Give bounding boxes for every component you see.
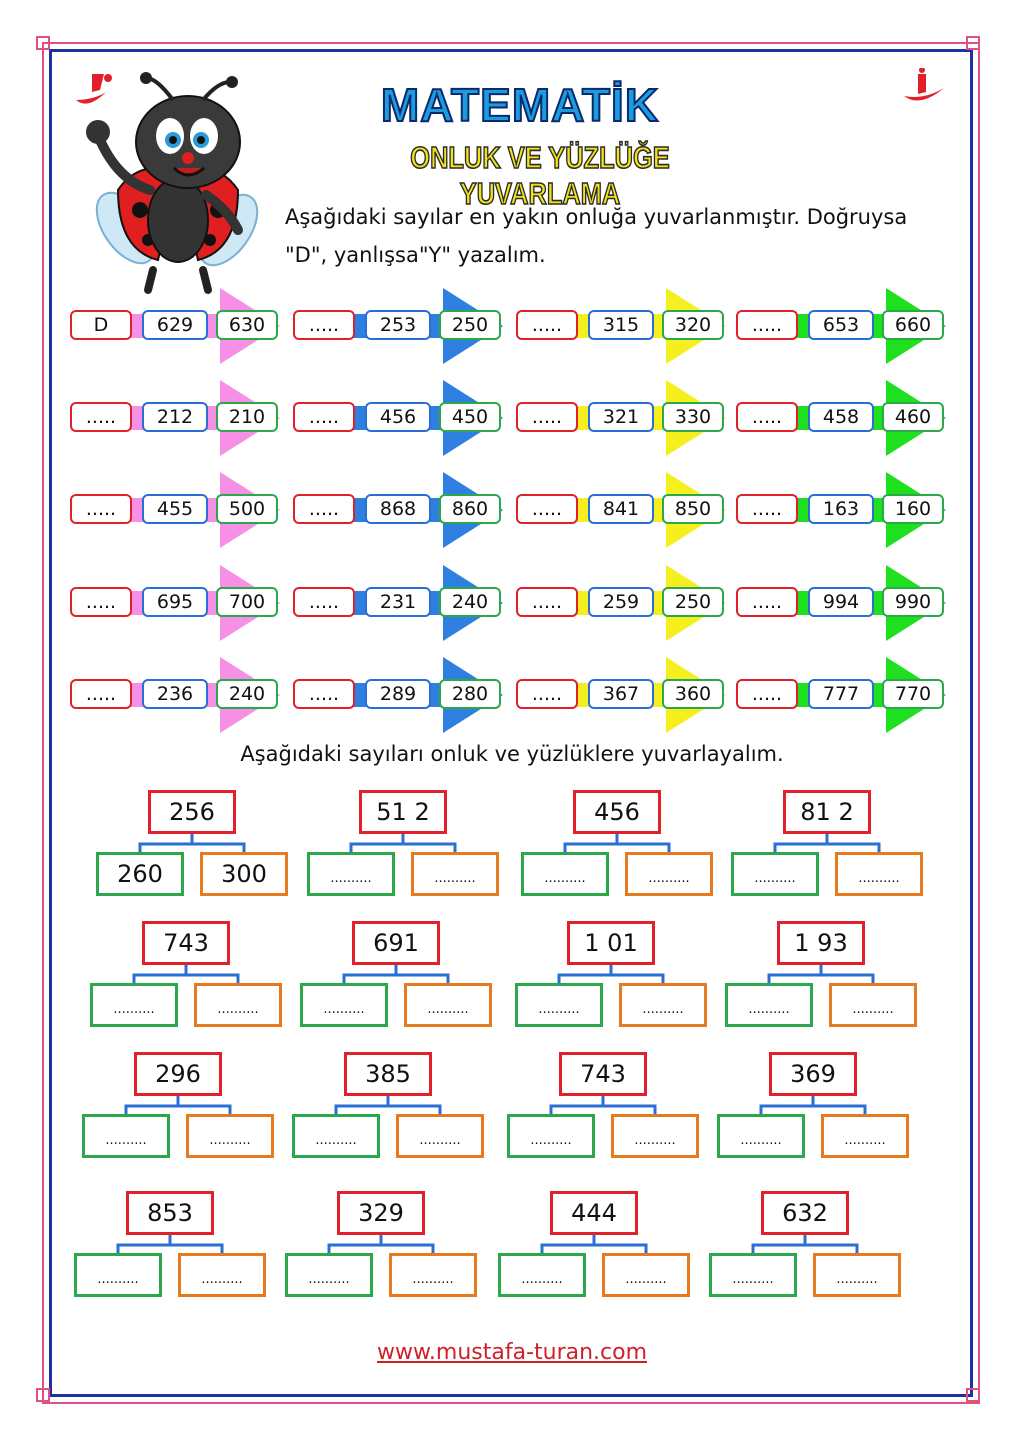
hundreds-answer-box[interactable]: .......... — [821, 1114, 909, 1158]
rounded-box: 660 — [882, 310, 944, 340]
number-box: 296 — [134, 1052, 222, 1096]
rounded-box: 460 — [882, 402, 944, 432]
rounded-box: 700 — [216, 587, 278, 617]
number-box: 163 — [808, 494, 874, 524]
rounding-tree — [285, 1191, 495, 1301]
rounding-check-item — [516, 472, 731, 548]
answer-box[interactable]: ..... — [516, 679, 578, 709]
rounded-box: 240 — [216, 679, 278, 709]
hundreds-answer-box[interactable]: .......... — [194, 983, 282, 1027]
number-box: 632 — [761, 1191, 849, 1235]
rounding-check-item — [293, 288, 508, 364]
rounding-check-item — [70, 380, 285, 456]
hundreds-answer-box[interactable]: .......... — [829, 983, 917, 1027]
tens-answer-box[interactable]: .......... — [90, 983, 178, 1027]
answer-box[interactable]: ..... — [516, 587, 578, 617]
hundreds-answer-box[interactable]: .......... — [611, 1114, 699, 1158]
answer-box[interactable]: ..... — [70, 402, 132, 432]
number-box: 994 — [808, 587, 874, 617]
rounding-check-item — [293, 565, 508, 641]
answer-box[interactable]: ..... — [70, 494, 132, 524]
rounding-check-item — [293, 657, 508, 733]
rounded-box: 250 — [439, 310, 501, 340]
number-box: 212 — [142, 402, 208, 432]
tens-answer-box[interactable]: .......... — [74, 1253, 162, 1297]
tens-answer-box[interactable]: .......... — [725, 983, 813, 1027]
rounding-check-item — [736, 472, 951, 548]
corner-mark — [966, 1388, 980, 1402]
rounding-check-item — [293, 472, 508, 548]
answer-box[interactable]: ..... — [736, 310, 798, 340]
footer-link[interactable]: www.mustafa-turan.com — [376, 1340, 648, 1365]
rounded-box: 990 — [882, 587, 944, 617]
rounding-tree — [725, 921, 935, 1031]
rounding-tree — [292, 1052, 502, 1162]
answer-box[interactable]: ..... — [70, 587, 132, 617]
rounding-tree — [507, 1052, 717, 1162]
rounding-tree — [515, 921, 725, 1031]
answer-box[interactable]: ..... — [293, 679, 355, 709]
answer-box[interactable]: ..... — [70, 679, 132, 709]
number-box: 444 — [550, 1191, 638, 1235]
number-box: 329 — [337, 1191, 425, 1235]
number-box: 841 — [588, 494, 654, 524]
answer-box[interactable]: ..... — [736, 679, 798, 709]
number-box: 456 — [573, 790, 661, 834]
rounding-check-item — [736, 565, 951, 641]
rounded-box: 320 — [662, 310, 724, 340]
number-box: 653 — [808, 310, 874, 340]
number-box: 458 — [808, 402, 874, 432]
rounded-box: 210 — [216, 402, 278, 432]
tens-answer-box[interactable]: .......... — [292, 1114, 380, 1158]
page-title: MATEMATİK — [380, 79, 660, 131]
number-box: 629 — [142, 310, 208, 340]
instruction-text-1: Aşağıdaki sayılar en yakın onluğa yuvarlanmıştır. Doğruysa "D", yanlışsa"Y" yazalım. — [285, 205, 908, 267]
hundreds-answer-box[interactable]: .......... — [178, 1253, 266, 1297]
hundreds-answer-box[interactable]: .......... — [619, 983, 707, 1027]
rounding-check-item — [293, 380, 508, 456]
answer-box[interactable]: D — [70, 310, 132, 340]
rounded-box: 330 — [662, 402, 724, 432]
number-box: 456 — [365, 402, 431, 432]
rounding-tree — [74, 1191, 284, 1301]
tens-answer-box[interactable]: .......... — [285, 1253, 373, 1297]
number-box: 743 — [142, 921, 230, 965]
hundreds-answer-box[interactable]: .......... — [602, 1253, 690, 1297]
number-box: 455 — [142, 494, 208, 524]
answer-box[interactable]: ..... — [736, 402, 798, 432]
rounded-box: 360 — [662, 679, 724, 709]
tens-answer-box[interactable]: .......... — [521, 852, 609, 896]
number-box: 367 — [588, 679, 654, 709]
hundreds-answer-box[interactable]: .......... — [186, 1114, 274, 1158]
rounding-check-item — [736, 288, 951, 364]
rounded-box: 240 — [439, 587, 501, 617]
ladybug-mascot-icon — [78, 70, 283, 295]
rounding-tree — [96, 790, 306, 900]
number-box: 289 — [365, 679, 431, 709]
rounding-check-item — [736, 380, 951, 456]
rounding-tree — [521, 790, 731, 900]
number-box: 321 — [588, 402, 654, 432]
corner-mark — [36, 1388, 50, 1402]
tens-answer-box[interactable]: .......... — [709, 1253, 797, 1297]
answer-box[interactable]: ..... — [736, 587, 798, 617]
number-box: 256 — [148, 790, 236, 834]
rounding-check-item — [516, 565, 731, 641]
hundreds-answer-box[interactable]: .......... — [404, 983, 492, 1027]
number-box: 259 — [588, 587, 654, 617]
number-box: 691 — [352, 921, 440, 965]
number-box: 231 — [365, 587, 431, 617]
rounded-box: 850 — [662, 494, 724, 524]
rounding-tree — [300, 921, 510, 1031]
answer-box[interactable]: ..... — [516, 494, 578, 524]
tens-answer-box[interactable]: 260 — [96, 852, 184, 896]
corner-mark — [966, 36, 980, 50]
rounded-box: 860 — [439, 494, 501, 524]
hundreds-answer-box[interactable]: .......... — [396, 1114, 484, 1158]
hundreds-answer-box[interactable]: .......... — [625, 852, 713, 896]
page-subtitle: ONLUK VE YÜZLÜĞE YUVARLAMA — [410, 140, 670, 211]
rounding-tree — [731, 790, 941, 900]
tens-answer-box[interactable]: .......... — [307, 852, 395, 896]
rounded-box: 160 — [882, 494, 944, 524]
hundreds-answer-box[interactable]: 300 — [200, 852, 288, 896]
rounding-check-item — [70, 657, 285, 733]
number-box: 868 — [365, 494, 431, 524]
number-box: 51 2 — [359, 790, 447, 834]
tens-answer-box[interactable]: .......... — [498, 1253, 586, 1297]
number-box: 81 2 — [783, 790, 871, 834]
rounding-check-item — [70, 288, 285, 364]
rounded-box: 280 — [439, 679, 501, 709]
number-box: 743 — [559, 1052, 647, 1096]
number-box: 695 — [142, 587, 208, 617]
rounded-box: 770 — [882, 679, 944, 709]
tens-answer-box[interactable]: .......... — [515, 983, 603, 1027]
number-box: 1 01 — [567, 921, 655, 965]
hundreds-answer-box[interactable]: .......... — [835, 852, 923, 896]
rounding-tree — [90, 921, 300, 1031]
answer-box[interactable]: ..... — [293, 587, 355, 617]
number-box: 1 93 — [777, 921, 865, 965]
rounding-check-item — [516, 380, 731, 456]
instruction-text-2: Aşağıdaki sayıları onluk ve yüzlüklere yuvarlayalım. — [240, 742, 784, 766]
number-box: 777 — [808, 679, 874, 709]
rounded-box: 450 — [439, 402, 501, 432]
rounding-tree — [498, 1191, 708, 1301]
tens-answer-box[interactable]: .......... — [300, 983, 388, 1027]
corner-mark — [36, 36, 50, 50]
rounding-check-item — [736, 657, 951, 733]
number-box: 853 — [126, 1191, 214, 1235]
answer-box[interactable]: ..... — [293, 494, 355, 524]
number-box: 315 — [588, 310, 654, 340]
number-box: 253 — [365, 310, 431, 340]
brand-logo-right-icon — [900, 68, 948, 108]
answer-box[interactable]: ..... — [293, 310, 355, 340]
rounded-box: 500 — [216, 494, 278, 524]
rounding-check-item — [70, 472, 285, 548]
tens-answer-box[interactable]: .......... — [507, 1114, 595, 1158]
tens-answer-box[interactable]: .......... — [82, 1114, 170, 1158]
rounded-box: 630 — [216, 310, 278, 340]
hundreds-answer-box[interactable]: .......... — [411, 852, 499, 896]
answer-box[interactable]: ..... — [293, 402, 355, 432]
answer-box[interactable]: ..... — [516, 402, 578, 432]
number-box: 369 — [769, 1052, 857, 1096]
number-box: 385 — [344, 1052, 432, 1096]
tens-answer-box[interactable]: .......... — [731, 852, 819, 896]
number-box: 236 — [142, 679, 208, 709]
answer-box[interactable]: ..... — [736, 494, 798, 524]
rounding-tree — [709, 1191, 919, 1301]
answer-box[interactable]: ..... — [516, 310, 578, 340]
tens-answer-box[interactable]: .......... — [717, 1114, 805, 1158]
rounding-tree — [717, 1052, 927, 1162]
rounding-check-item — [70, 565, 285, 641]
rounding-check-item — [516, 288, 731, 364]
hundreds-answer-box[interactable]: .......... — [389, 1253, 477, 1297]
rounded-box: 250 — [662, 587, 724, 617]
rounding-tree — [82, 1052, 292, 1162]
rounding-check-item — [516, 657, 731, 733]
rounding-tree — [307, 790, 517, 900]
hundreds-answer-box[interactable]: .......... — [813, 1253, 901, 1297]
